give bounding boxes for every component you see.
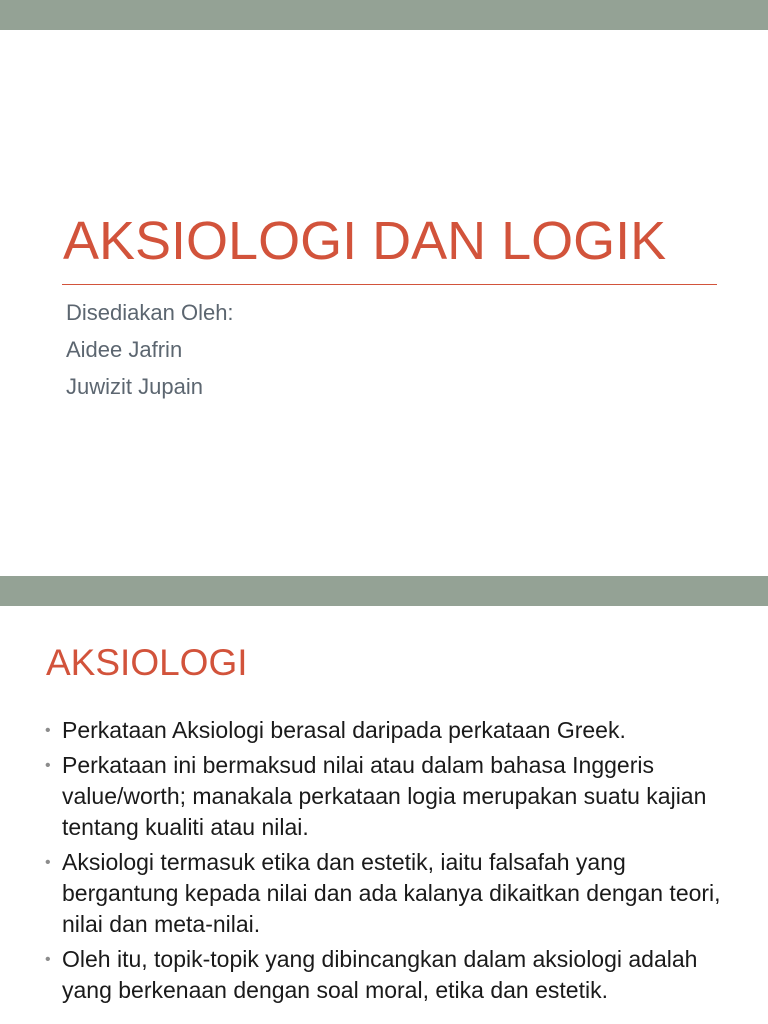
bullet-text: Perkataan ini bermaksud nilai atau dalam bahasa Inggeris value/worth; manakala perkataan logia merupakan suatu kajian tentang kualiti atau nilai. — [62, 752, 707, 840]
bullet-list — [0, 715, 768, 1010]
bullet-marker-icon: • — [45, 722, 51, 739]
bullet-item — [0, 847, 742, 940]
slide-title: AKSIOLOGI DAN LOGIK — [63, 211, 667, 271]
bullet-item — [0, 750, 742, 843]
bullet-text: Oleh itu, topik-topik yang dibincangkan dalam aksiologi adalah yang berkenaan dengan soal moral, etika dan estetik. — [62, 946, 698, 1003]
subtitle-author-2: Juwizit Jupain — [66, 374, 203, 399]
bullet-item — [0, 944, 742, 1006]
section-heading: AKSIOLOGI — [46, 642, 248, 683]
subtitle-author-1: Aidee Jafrin — [66, 337, 183, 362]
slide-top-bar — [0, 576, 768, 606]
title-divider — [62, 284, 717, 285]
slide-top-bar — [0, 0, 768, 30]
bullet-text: Aksiologi termasuk etika dan estetik, iaitu falsafah yang bergantung kepada nilai dan ada kalanya dikaitkan dengan teori, nilai dan meta-nilai. — [62, 849, 721, 937]
bullet-item — [0, 715, 742, 746]
subtitle-prepared-by: Disediakan Oleh: — [66, 300, 234, 325]
bullet-marker-icon: • — [45, 757, 51, 774]
bullet-marker-icon: • — [45, 854, 51, 871]
bullet-text: Perkataan Aksiologi berasal daripada perkataan Greek. — [62, 717, 626, 743]
bullet-marker-icon: • — [45, 951, 51, 968]
